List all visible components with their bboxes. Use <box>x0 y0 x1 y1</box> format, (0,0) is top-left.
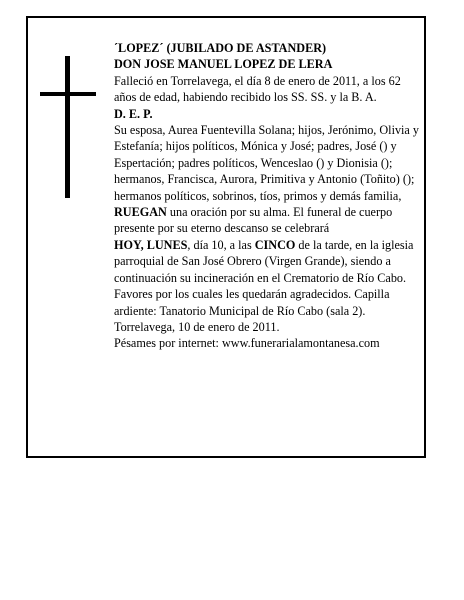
condolences-line: Pésames por internet: www.funerarialamontanesa.com <box>114 336 380 351</box>
ruegan-label: RUEGAN <box>114 205 167 220</box>
place-date: Torrelavega, 10 de enero de 2011. <box>114 319 280 334</box>
dep-label: D. E. P. <box>114 106 153 121</box>
dia-text: , día 10, a las <box>187 237 255 252</box>
cinco-label: CINCO <box>254 237 296 252</box>
hoy-lunes-label: HOY, LUNES <box>114 237 188 252</box>
heading-alias: ´LOPEZ´ (JUBILADO DE ASTANDER) <box>114 41 327 55</box>
family-paragraph <box>114 122 424 319</box>
cross-horizontal-bar <box>40 92 96 96</box>
cross-icon <box>40 56 96 198</box>
heading-name: DON JOSE MANUEL LOPEZ DE LERA <box>114 57 333 72</box>
obituary-text <box>114 40 424 352</box>
funeral-text: de la tarde, en la iglesia parroquial de San José Obrero (Virgen Grande), siendo a continuación su incineración en el Crematorio de Río Cabo. Favores por los cuales les quedarán agradecidos. Capilla ardiente: Tanatorio Municipal de Río Cabo (sala 2). <box>114 237 414 318</box>
family-list: Su esposa, Aurea Fuentevilla Solana; hijos, Jerónimo, Olivia y Estefanía; hijos políticos, Mónica y José; padres, José () y Espertación; padres políticos, Wenceslao () y Dionisia (); hermanos, Francisca, Aurora, Primitiva y Antonio (Toñito) (); hermanos políticos, sobrinos, tíos, primos y demás familia, <box>114 123 419 203</box>
cross-vertical-bar <box>65 56 70 198</box>
death-info: Falleció en Torrelavega, el día 8 de enero de 2011, a los 62 años de edad, habiendo recibido los SS. SS. y la B. A. <box>114 73 401 105</box>
obituary-card <box>26 16 426 458</box>
ruegan-text: una oración por su alma. El funeral de cuerpo presente por su eterno descanso se celebrará <box>114 205 393 236</box>
